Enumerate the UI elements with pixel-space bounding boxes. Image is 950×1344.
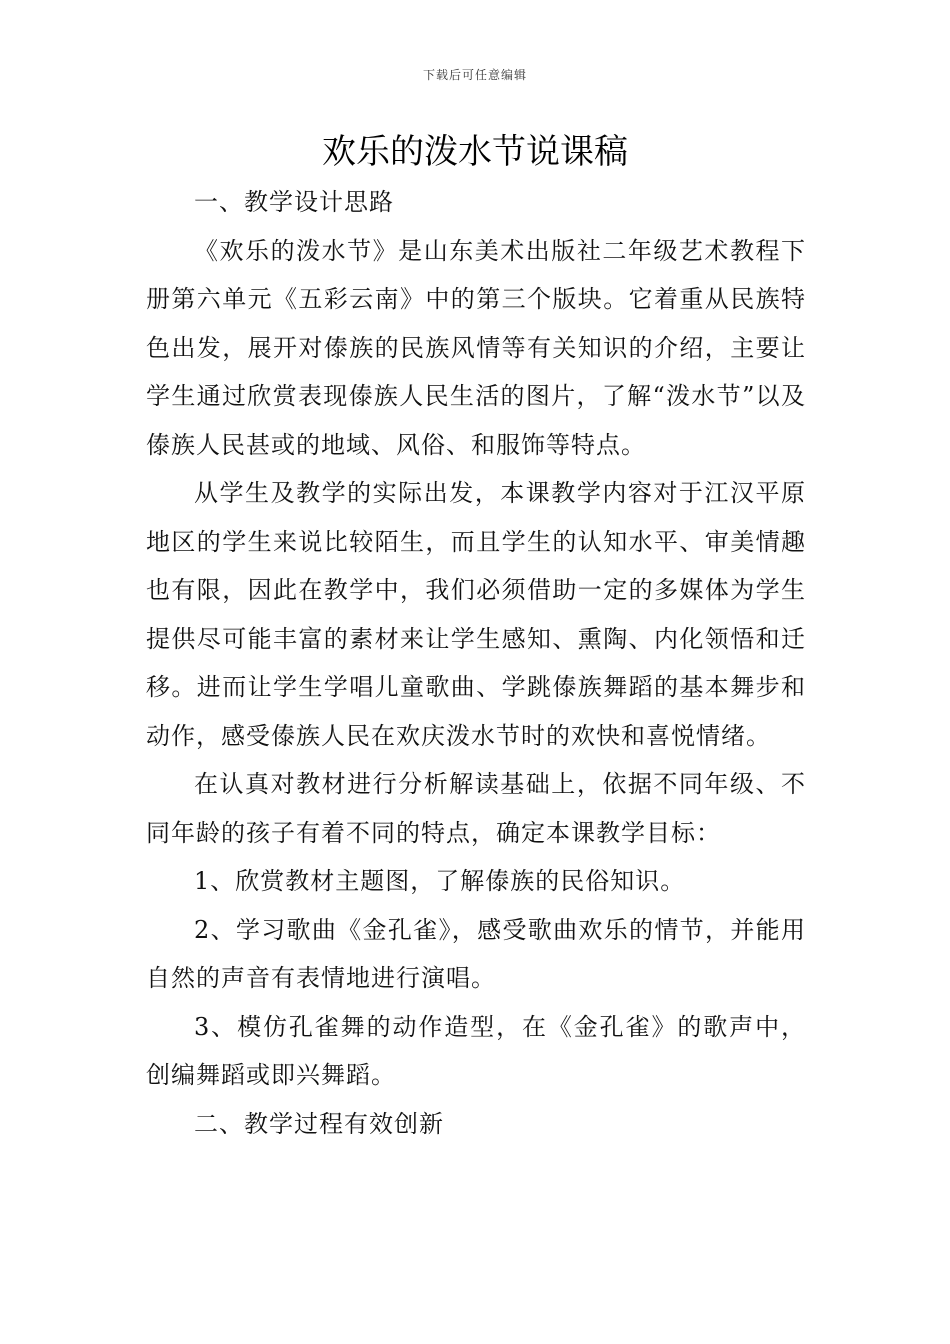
goal-3: 3、模仿孔雀舞的动作造型，在《金孔雀》的歌声中，创编舞蹈或即兴舞蹈。	[146, 1012, 806, 1089]
document-title: 欢乐的泼水节说课稿	[322, 132, 628, 172]
document-body	[146, 178, 806, 1148]
paragraph-3: 在认真对教材进行分析解读基础上，依据不同年级、不同年龄的孩子有着不同的特点，确定本课教学目标：	[146, 770, 806, 847]
section-heading-2: 二、教学过程有效创新	[194, 1109, 444, 1138]
header-note: 下载后可任意编辑	[422, 68, 527, 82]
section-heading-1: 一、教学设计思路	[194, 188, 394, 216]
paragraph-2: 从学生及教学的实际出发，本课教学内容对于江汉平原地区的学生来说比较陌生，而且学生的认知水平、审美情趣也有限，因此在教学中，我们必须借助一定的多媒体为学生提供尽可能丰富的素材来让学生感知、熏陶、内化领悟和迁移。进而让学生学唱儿童歌曲、学跳傣族舞蹈的基本舞步和动作，感受傣族人民在欢庆泼水节时的欢快和喜悦情绪。	[146, 479, 806, 750]
goal-2: 2、学习歌曲《金孔雀》，感受歌曲欢乐的情节，并能用自然的声音有表情地进行演唱。	[146, 915, 806, 992]
goal-1: 1、欣赏教材主题图，了解傣族的民俗知识。	[194, 867, 686, 895]
paragraph-1: 《欢乐的泼水节》是山东美术出版社二年级艺术教程下册第六单元《五彩云南》中的第三个版块。它着重从民族特色出发，展开对傣族的民族风情等有关知识的介绍，主要让学生通过欣赏表现傣族人民生活的图片，了解“泼水节”以及傣族人民甚或的地域、风俗、和服饰等特点。	[146, 236, 806, 459]
